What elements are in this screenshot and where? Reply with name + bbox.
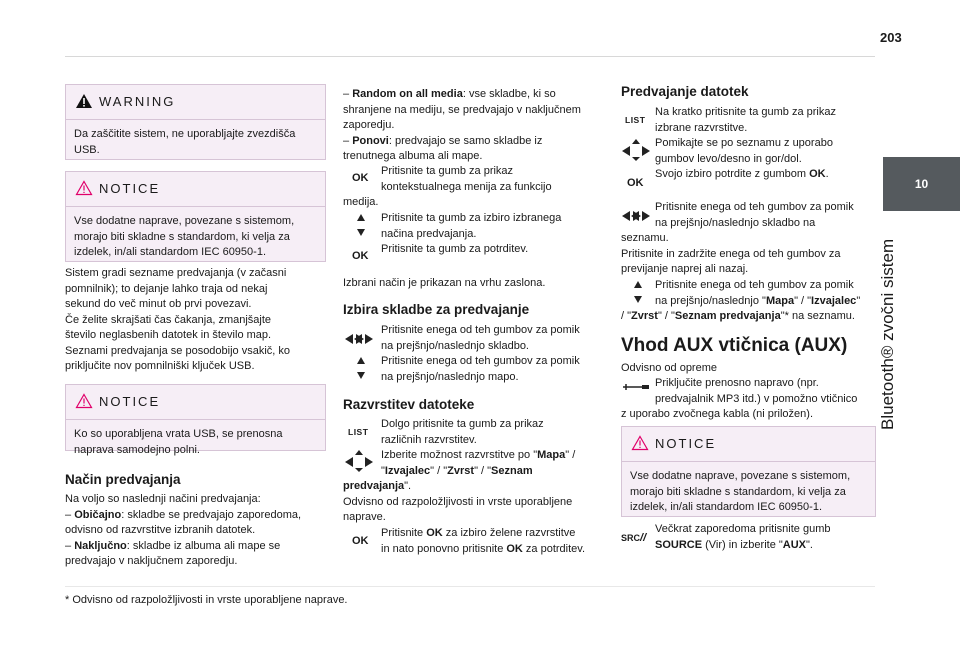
notice-text: Vse dodatne naprave, povezane s sistemom, morajo biti skladne s standardom, ki velja za izdelek, in/ali standardom IEC 60950-1. (74, 215, 295, 258)
warning-heading: WARNING (99, 94, 176, 109)
step-3: Pritisnite ta gumb za potrditev. (381, 243, 529, 255)
sort-1: Dolgo pritisnite ta gumb za prikaz različnih razvrstitev. (381, 418, 544, 446)
aux-availability: Odvisno od opreme (621, 362, 717, 374)
playlist-paragraph: Sistem gradi sezname predvajanja (v začasni pomnilnik); to dejanje lahko traja od nekaj sekund do več minut ob prvi povezavi. Če želite skrajšati čas čakanja, zmanjšajte število neglasbenih datotek in število map. Seznami predvajanja se posodobijo vsakič, ko priključite nov pomnilniški ključek USB. (65, 267, 291, 372)
sort-2: Izberite možnost razvrstitve po "Mapa" / "Izvajalec" / "Zvrst" / "Seznam (381, 449, 576, 477)
aux-instruction: Priključite prenosno napravo (npr. predvajalnik MP3 itd.) v pomožno vtičnico (655, 377, 858, 405)
playback-6: Pritisnite enega od teh gumbov za pomik na prejšnjo/naslednjo "Mapa" / "Izvajalec" (655, 279, 861, 307)
warning-text: Da zaščitite sistem, ne uporabljajte zvezdišča USB. (74, 128, 296, 156)
notice-heading: NOTICE (655, 436, 717, 451)
mode-list-continued: – Random on all media: vse skladbe, ki so shranjene na mediju, se predvajajo v naključnem zaporedju. – Ponovi: predvajajo se samo skladbe iz trenutnega albuma ali mape. (343, 88, 581, 162)
playback-4-cont: seznamu. Pritisnite in zadržite enega od teh gumbov za previjanje naprej ali nazaj. (621, 232, 841, 275)
source-button-icon: SRC// (621, 532, 647, 544)
playback-4: Pritisnite enega od teh gumbov za pomik na prejšnjo/naslednjo skladbo na (655, 201, 854, 229)
footnote-rule (65, 586, 875, 587)
footnote: * Odvisno od razpoložljivosti in vrste uporabljene naprave. (65, 594, 348, 606)
track-heading: Izbira skladbe za predvajanje (343, 302, 530, 317)
up-down-arrows-icon (356, 213, 366, 237)
notice-text: Ko so uporabljena vrata USB, se prenosna naprava samodejno polni. (74, 428, 283, 456)
up-down-arrows-icon (356, 356, 366, 380)
ok-button-icon: OK (352, 172, 369, 184)
track-2: Pritisnite enega od teh gumbov za pomik na prejšnjo/naslednjo mapo. (381, 355, 580, 383)
source-instruction: Večkrat zaporedoma pritisnite gumb SOURCE (Vir) in izberite "AUX". (655, 523, 831, 551)
notice-heading: NOTICE (99, 394, 161, 409)
mode-shown-text: Izbrani način je prikazan na vrhu zaslona. (343, 277, 546, 289)
track-1: Pritisnite enega od teh gumbov za pomik na prejšnjo/naslednjo skladbo. (381, 324, 580, 352)
left-right-arrows-icon (344, 333, 374, 345)
up-down-arrows-icon (633, 280, 643, 304)
warning-box (65, 84, 326, 160)
notice-box-1 (65, 171, 326, 262)
notice-box-2 (65, 384, 326, 456)
playback-2: Pomikajte se po seznamu z uporabo gumbov levo/desno in gor/dol. (655, 137, 833, 165)
step-1-cont: medija. (343, 196, 379, 208)
playback-3: Svojo izbiro potrdite z gumbom OK. (655, 168, 829, 180)
step-1: Pritisnite ta gumb za prikaz kontekstualnega menija za funkcijo (381, 165, 552, 193)
aux-jack-icon (622, 382, 650, 392)
ok-button-icon: OK (352, 250, 369, 262)
chapter-tab: 10 (883, 157, 960, 211)
list-button-icon: LIST (348, 427, 369, 437)
list-button-icon: LIST (625, 115, 646, 125)
playback-heading: Predvajanje datotek (621, 84, 749, 99)
aux-heading: Vhod AUX vtičnica (AUX) (621, 335, 848, 356)
page-number: 203 (880, 30, 902, 45)
mode-list: Na voljo so naslednji načini predvajanja: – Običajno: skladbe se predvajajo zaporedoma, odvisno od razvrstitve izbranih datotek. – Naključno: skladbe iz albuma ali mape se predvajajo v naključnem zaporedju. (65, 493, 302, 567)
playback-6-cont: / "Zvrst" / "Seznam predvajanja"* na seznamu. (621, 310, 855, 322)
notice-box-3 (621, 426, 876, 517)
notice-text: Vse dodatne naprave, povezane s sistemom, morajo biti skladne s standardom, ki velja za izdelek, in/ali standardom IEC 60950-1. (630, 470, 851, 513)
sort-2-cont: predvajanja". Odvisno od razpoložljivosti in vrste uporabljene naprave. (343, 480, 573, 523)
ok-button-icon: OK (627, 177, 644, 189)
header-rule (65, 56, 875, 57)
aux-instruction-cont: z uporabo zvočnega kabla (ni priložen). (621, 408, 814, 420)
step-2: Pritisnite ta gumb za izbiro izbranega načina predvajanja. (381, 212, 562, 240)
mode-heading: Način predvajanja (65, 472, 181, 487)
four-way-arrows-icon (621, 138, 651, 162)
sort-4: Pritisnite OK za izbiro želene razvrstitve in nato ponovno pritisnite OK za potrditev. (381, 527, 586, 555)
chapter-title: Bluetooth® zvočni sistem (878, 238, 897, 430)
notice-heading: NOTICE (99, 181, 161, 196)
ok-button-icon: OK (352, 535, 369, 547)
sort-heading: Razvrstitev datoteke (343, 397, 475, 412)
four-way-arrows-icon (344, 449, 374, 473)
playback-1: Na kratko pritisnite ta gumb za prikaz izbrane razvrstitve. (655, 106, 836, 134)
left-right-arrows-icon (621, 210, 651, 222)
